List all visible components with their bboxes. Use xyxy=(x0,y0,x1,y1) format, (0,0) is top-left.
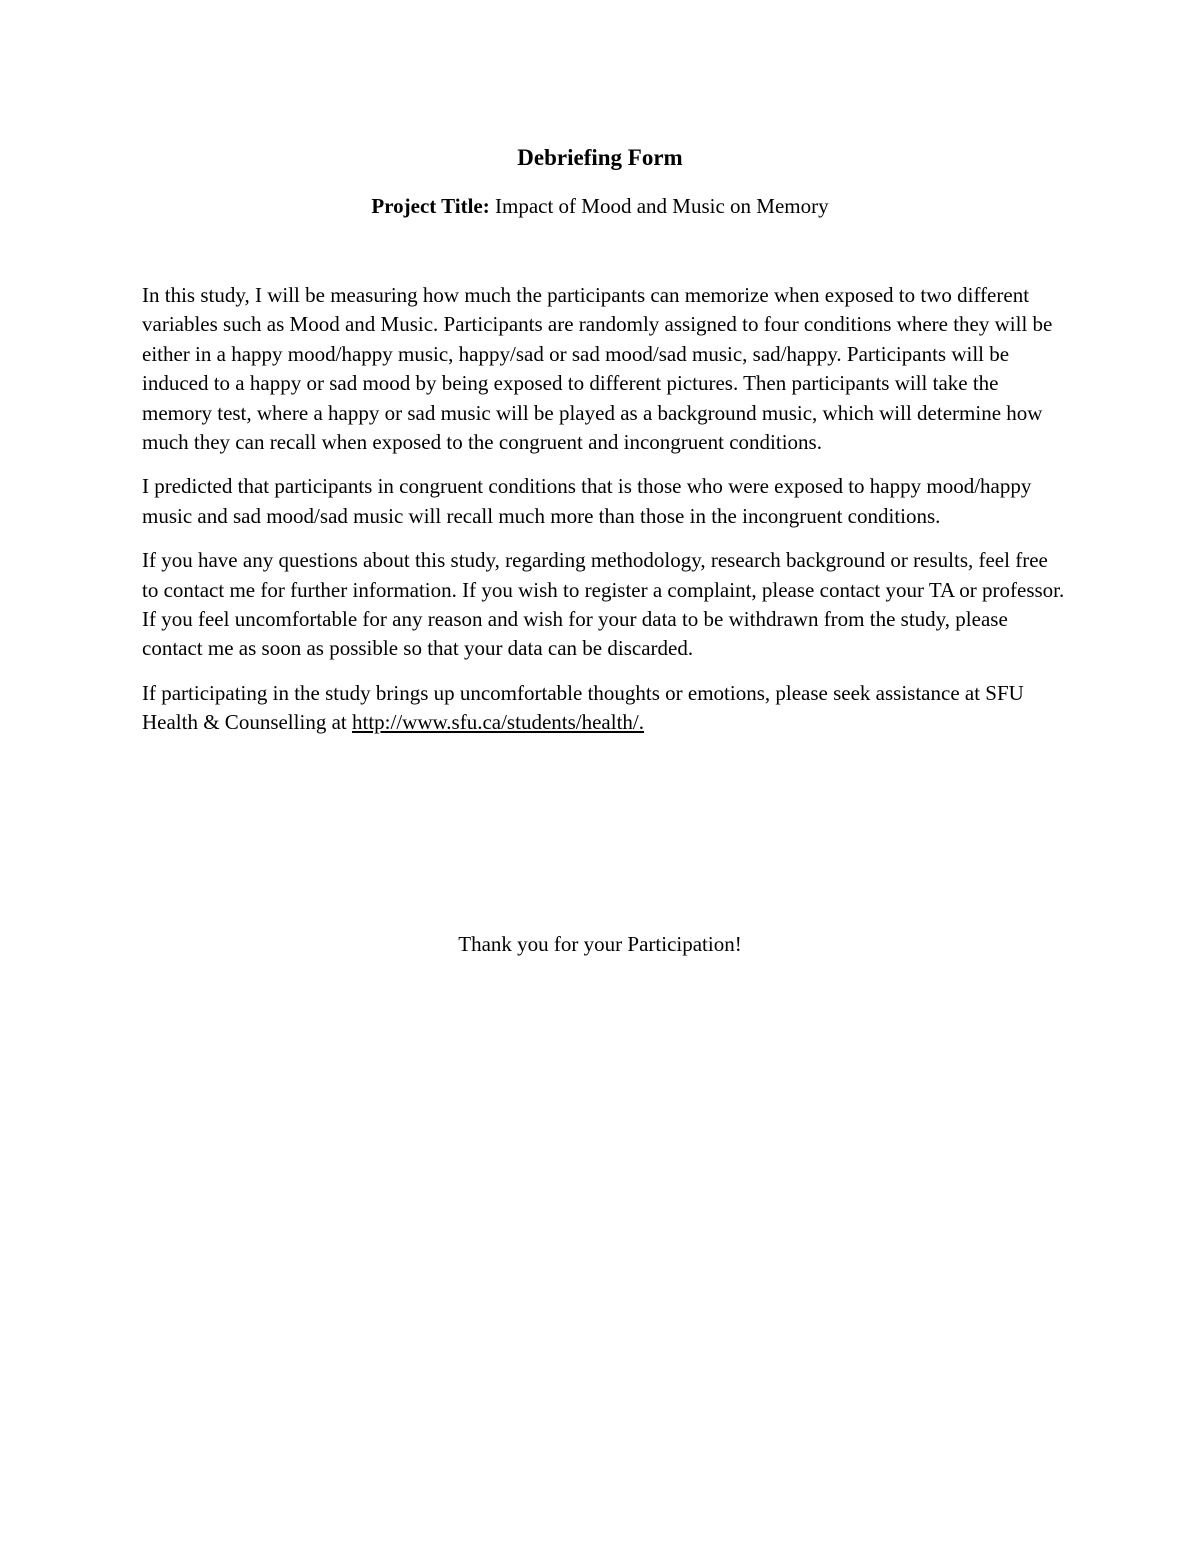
health-services-link[interactable]: http://www.sfu.ca/students/health/. xyxy=(351,710,644,735)
closing-thanks: Thank you for your Participation! xyxy=(458,932,742,956)
document-title: Debriefing Form xyxy=(517,145,683,170)
support-paragraph xyxy=(142,679,1067,738)
prediction-paragraph: I predicted that participants in congruent conditions that is those who were exposed to happy mood/happy music and sad mood/sad music will recall much more than those in the incongruent conditions. xyxy=(142,474,1032,528)
document-body xyxy=(142,281,1067,753)
contact-paragraph: If you have any questions about this study, regarding methodology, research background or results, feel free to contact me for further information. If you wish to register a complaint, please contact your TA or professor. If you feel uncomfortable for any reason and wish for your data to be withdrawn from the study, please contact me as soon as possible so that your data can be discarded. xyxy=(142,548,1065,661)
project-title-line xyxy=(0,192,1200,220)
project-title-label: Project Title: xyxy=(371,194,490,218)
study-description-paragraph: In this study, I will be measuring how much the participants can memorize when exposed to two different variables such as Mood and Music. Participants are randomly assigned to four conditions where they will be either in a happy mood/happy music, happy/sad or sad mood/sad music, sad/happy. Participants will be induced to a happy or sad mood by being exposed to different pictures. Then participants will take the memory test, where a happy or sad music will be played as a background music, which will determine how much they can recall when exposed to the congruent and incongruent conditions. xyxy=(142,283,1053,455)
project-title-value: Impact of Mood and Music on Memory xyxy=(495,194,829,218)
support-text: If participating in the study brings up uncomfortable thoughts or emotions, please seek assistance at SFU Health & Counselling at xyxy=(142,680,1024,735)
